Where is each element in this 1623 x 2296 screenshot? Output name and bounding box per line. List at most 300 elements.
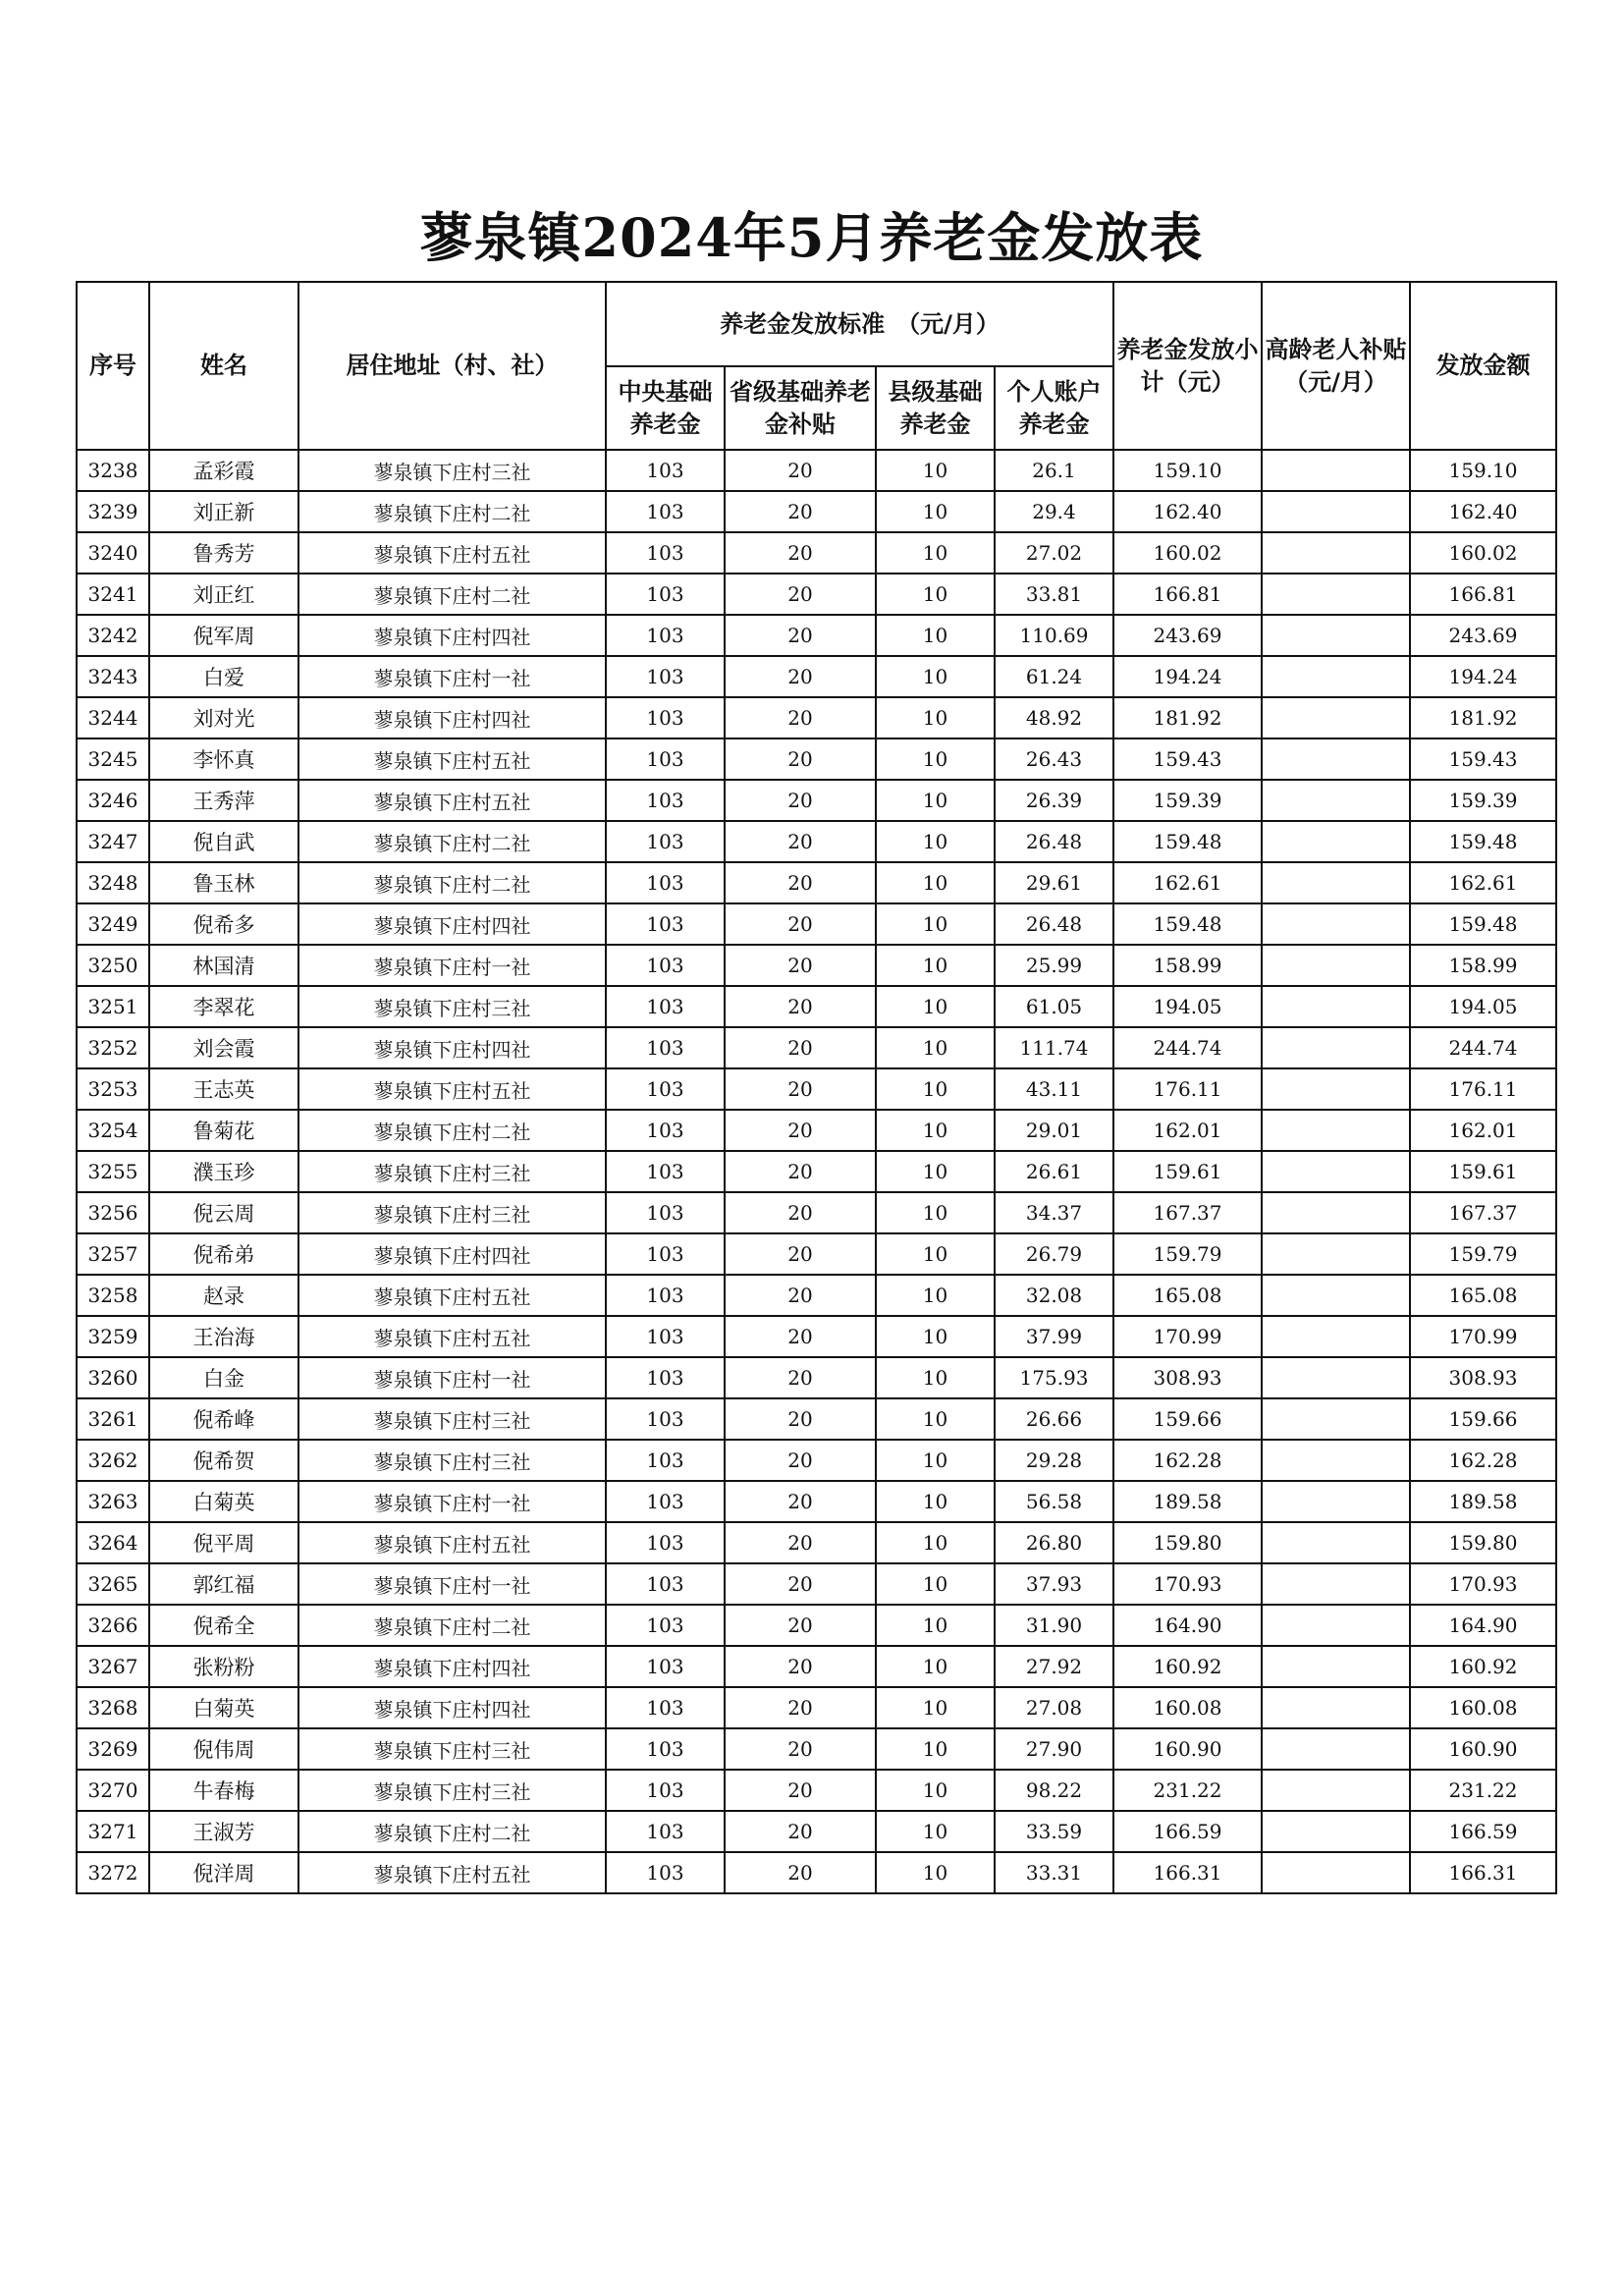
cell-address: 蓼泉镇下庄村五社 — [298, 1522, 606, 1563]
table-row — [77, 1522, 1556, 1563]
cell-central-pension: 103 — [606, 1440, 725, 1481]
cell-provincial-subsidy: 20 — [725, 780, 876, 821]
cell-seq: 3245 — [77, 738, 149, 780]
cell-name: 白菊英 — [149, 1687, 298, 1728]
cell-address: 蓼泉镇下庄村一社 — [298, 1481, 606, 1522]
cell-personal-account: 26.1 — [995, 450, 1113, 491]
cell-county-pension: 10 — [876, 780, 995, 821]
cell-elderly-subsidy — [1262, 1275, 1410, 1316]
cell-provincial-subsidy: 20 — [725, 821, 876, 862]
table-row — [77, 1233, 1556, 1275]
cell-personal-account: 34.37 — [995, 1192, 1113, 1233]
cell-central-pension: 103 — [606, 738, 725, 780]
cell-seq: 3257 — [77, 1233, 149, 1275]
cell-amount: 159.10 — [1410, 450, 1556, 491]
cell-provincial-subsidy: 20 — [725, 1027, 876, 1068]
cell-county-pension: 10 — [876, 1852, 995, 1893]
cell-name: 张粉粉 — [149, 1646, 298, 1687]
cell-county-pension: 10 — [876, 697, 995, 738]
cell-central-pension: 103 — [606, 945, 725, 986]
cell-provincial-subsidy: 20 — [725, 1852, 876, 1893]
table-row — [77, 491, 1556, 532]
cell-seq: 3271 — [77, 1811, 149, 1852]
cell-address: 蓼泉镇下庄村三社 — [298, 1728, 606, 1770]
cell-provincial-subsidy: 20 — [725, 1646, 876, 1687]
cell-subtotal: 159.80 — [1113, 1522, 1262, 1563]
cell-name: 李怀真 — [149, 738, 298, 780]
cell-seq: 3250 — [77, 945, 149, 986]
cell-provincial-subsidy: 20 — [725, 1110, 876, 1151]
cell-personal-account: 32.08 — [995, 1275, 1113, 1316]
cell-amount: 160.92 — [1410, 1646, 1556, 1687]
cell-county-pension: 10 — [876, 1275, 995, 1316]
header-provincial-subsidy: 省级基础养老金补贴 — [725, 366, 876, 450]
cell-name: 李翠花 — [149, 986, 298, 1027]
cell-personal-account: 27.92 — [995, 1646, 1113, 1687]
cell-county-pension: 10 — [876, 1110, 995, 1151]
cell-subtotal: 194.24 — [1113, 656, 1262, 697]
cell-name: 赵录 — [149, 1275, 298, 1316]
cell-provincial-subsidy: 20 — [725, 574, 876, 615]
cell-elderly-subsidy — [1262, 1605, 1410, 1646]
header-standard: 养老金发放标准 （元/月） — [606, 282, 1113, 366]
cell-address: 蓼泉镇下庄村四社 — [298, 903, 606, 945]
cell-seq: 3270 — [77, 1770, 149, 1811]
cell-personal-account: 43.11 — [995, 1068, 1113, 1110]
table-row — [77, 574, 1556, 615]
cell-address: 蓼泉镇下庄村五社 — [298, 532, 606, 574]
cell-personal-account: 26.48 — [995, 903, 1113, 945]
table-row — [77, 780, 1556, 821]
header-personal-account: 个人账户养老金 — [995, 366, 1113, 450]
cell-seq: 3239 — [77, 491, 149, 532]
cell-county-pension: 10 — [876, 1563, 995, 1605]
cell-provincial-subsidy: 20 — [725, 862, 876, 903]
cell-subtotal: 159.39 — [1113, 780, 1262, 821]
cell-name: 鲁玉林 — [149, 862, 298, 903]
cell-address: 蓼泉镇下庄村一社 — [298, 1563, 606, 1605]
cell-amount: 166.81 — [1410, 574, 1556, 615]
cell-personal-account: 175.93 — [995, 1357, 1113, 1398]
cell-central-pension: 103 — [606, 780, 725, 821]
cell-county-pension: 10 — [876, 1192, 995, 1233]
cell-amount: 159.39 — [1410, 780, 1556, 821]
cell-amount: 243.69 — [1410, 615, 1556, 656]
table-row — [77, 945, 1556, 986]
table-row — [77, 1563, 1556, 1605]
cell-amount: 189.58 — [1410, 1481, 1556, 1522]
cell-personal-account: 61.05 — [995, 986, 1113, 1027]
cell-address: 蓼泉镇下庄村二社 — [298, 1811, 606, 1852]
cell-subtotal: 159.43 — [1113, 738, 1262, 780]
header-amount: 发放金额 — [1410, 282, 1556, 450]
table-body — [77, 450, 1556, 1893]
cell-address: 蓼泉镇下庄村五社 — [298, 738, 606, 780]
cell-elderly-subsidy — [1262, 615, 1410, 656]
cell-central-pension: 103 — [606, 1646, 725, 1687]
cell-central-pension: 103 — [606, 1068, 725, 1110]
cell-subtotal: 166.59 — [1113, 1811, 1262, 1852]
cell-amount: 158.99 — [1410, 945, 1556, 986]
cell-address: 蓼泉镇下庄村三社 — [298, 986, 606, 1027]
cell-county-pension: 10 — [876, 1440, 995, 1481]
cell-seq: 3260 — [77, 1357, 149, 1398]
table-row — [77, 986, 1556, 1027]
cell-county-pension: 10 — [876, 656, 995, 697]
cell-seq: 3254 — [77, 1110, 149, 1151]
cell-personal-account: 27.90 — [995, 1728, 1113, 1770]
cell-name: 倪希多 — [149, 903, 298, 945]
cell-personal-account: 29.28 — [995, 1440, 1113, 1481]
table-row — [77, 1027, 1556, 1068]
cell-personal-account: 26.61 — [995, 1151, 1113, 1192]
cell-name: 刘对光 — [149, 697, 298, 738]
cell-subtotal: 308.93 — [1113, 1357, 1262, 1398]
cell-county-pension: 10 — [876, 986, 995, 1027]
table-row — [77, 615, 1556, 656]
cell-provincial-subsidy: 20 — [725, 656, 876, 697]
cell-subtotal: 189.58 — [1113, 1481, 1262, 1522]
cell-personal-account: 37.99 — [995, 1316, 1113, 1357]
cell-elderly-subsidy — [1262, 1068, 1410, 1110]
cell-central-pension: 103 — [606, 532, 725, 574]
cell-amount: 159.48 — [1410, 821, 1556, 862]
cell-county-pension: 10 — [876, 1398, 995, 1440]
cell-amount: 170.99 — [1410, 1316, 1556, 1357]
cell-central-pension: 103 — [606, 1316, 725, 1357]
cell-central-pension: 103 — [606, 1481, 725, 1522]
cell-amount: 160.08 — [1410, 1687, 1556, 1728]
cell-provincial-subsidy: 20 — [725, 1770, 876, 1811]
table-row — [77, 903, 1556, 945]
cell-county-pension: 10 — [876, 491, 995, 532]
cell-elderly-subsidy — [1262, 1687, 1410, 1728]
cell-county-pension: 10 — [876, 1027, 995, 1068]
cell-name: 濮玉珍 — [149, 1151, 298, 1192]
table-row — [77, 1646, 1556, 1687]
cell-amount: 160.02 — [1410, 532, 1556, 574]
table-row — [77, 1605, 1556, 1646]
cell-seq: 3247 — [77, 821, 149, 862]
cell-name: 鲁秀芳 — [149, 532, 298, 574]
cell-provincial-subsidy: 20 — [725, 903, 876, 945]
cell-elderly-subsidy — [1262, 986, 1410, 1027]
table-row — [77, 1687, 1556, 1728]
cell-central-pension: 103 — [606, 1192, 725, 1233]
cell-address: 蓼泉镇下庄村四社 — [298, 697, 606, 738]
cell-address: 蓼泉镇下庄村三社 — [298, 1770, 606, 1811]
table-row — [77, 1811, 1556, 1852]
cell-county-pension: 10 — [876, 1151, 995, 1192]
cell-central-pension: 103 — [606, 1811, 725, 1852]
cell-provincial-subsidy: 20 — [725, 1811, 876, 1852]
cell-subtotal: 170.93 — [1113, 1563, 1262, 1605]
cell-subtotal: 159.66 — [1113, 1398, 1262, 1440]
cell-subtotal: 166.31 — [1113, 1852, 1262, 1893]
cell-name: 鲁菊花 — [149, 1110, 298, 1151]
cell-provincial-subsidy: 20 — [725, 1275, 876, 1316]
cell-name: 王志英 — [149, 1068, 298, 1110]
cell-amount: 159.66 — [1410, 1398, 1556, 1440]
cell-seq: 3263 — [77, 1481, 149, 1522]
cell-name: 郭红福 — [149, 1563, 298, 1605]
cell-personal-account: 26.66 — [995, 1398, 1113, 1440]
cell-elderly-subsidy — [1262, 1110, 1410, 1151]
cell-central-pension: 103 — [606, 1398, 725, 1440]
cell-provincial-subsidy: 20 — [725, 532, 876, 574]
cell-central-pension: 103 — [606, 1770, 725, 1811]
cell-amount: 160.90 — [1410, 1728, 1556, 1770]
cell-seq: 3253 — [77, 1068, 149, 1110]
cell-seq: 3249 — [77, 903, 149, 945]
cell-amount: 159.48 — [1410, 903, 1556, 945]
cell-name: 刘会霞 — [149, 1027, 298, 1068]
header-address: 居住地址（村、社） — [298, 282, 606, 450]
cell-subtotal: 194.05 — [1113, 986, 1262, 1027]
header-elderly-subsidy: 高龄老人补贴（元/月） — [1262, 282, 1410, 450]
cell-county-pension: 10 — [876, 1357, 995, 1398]
cell-elderly-subsidy — [1262, 1357, 1410, 1398]
cell-name: 牛春梅 — [149, 1770, 298, 1811]
cell-subtotal: 181.92 — [1113, 697, 1262, 738]
cell-elderly-subsidy — [1262, 697, 1410, 738]
header-central-pension: 中央基础养老金 — [606, 366, 725, 450]
cell-provincial-subsidy: 20 — [725, 1233, 876, 1275]
cell-address: 蓼泉镇下庄村二社 — [298, 574, 606, 615]
cell-name: 刘正红 — [149, 574, 298, 615]
cell-personal-account: 29.01 — [995, 1110, 1113, 1151]
cell-central-pension: 103 — [606, 1605, 725, 1646]
cell-address: 蓼泉镇下庄村五社 — [298, 1068, 606, 1110]
cell-central-pension: 103 — [606, 1852, 725, 1893]
cell-name: 倪云周 — [149, 1192, 298, 1233]
cell-provincial-subsidy: 20 — [725, 945, 876, 986]
cell-elderly-subsidy — [1262, 1316, 1410, 1357]
cell-personal-account: 29.61 — [995, 862, 1113, 903]
cell-personal-account: 33.81 — [995, 574, 1113, 615]
cell-address: 蓼泉镇下庄村三社 — [298, 450, 606, 491]
cell-elderly-subsidy — [1262, 1481, 1410, 1522]
cell-seq: 3255 — [77, 1151, 149, 1192]
cell-amount: 162.28 — [1410, 1440, 1556, 1481]
cell-name: 林国清 — [149, 945, 298, 986]
cell-address: 蓼泉镇下庄村三社 — [298, 1151, 606, 1192]
cell-provincial-subsidy: 20 — [725, 986, 876, 1027]
cell-personal-account: 37.93 — [995, 1563, 1113, 1605]
cell-personal-account: 56.58 — [995, 1481, 1113, 1522]
cell-seq: 3241 — [77, 574, 149, 615]
cell-seq: 3248 — [77, 862, 149, 903]
cell-seq: 3252 — [77, 1027, 149, 1068]
cell-address: 蓼泉镇下庄村四社 — [298, 1646, 606, 1687]
cell-name: 白爱 — [149, 656, 298, 697]
table-row — [77, 1151, 1556, 1192]
cell-subtotal: 159.10 — [1113, 450, 1262, 491]
cell-address: 蓼泉镇下庄村二社 — [298, 1110, 606, 1151]
cell-name: 白金 — [149, 1357, 298, 1398]
cell-personal-account: 27.08 — [995, 1687, 1113, 1728]
cell-elderly-subsidy — [1262, 1852, 1410, 1893]
cell-central-pension: 103 — [606, 903, 725, 945]
cell-county-pension: 10 — [876, 862, 995, 903]
table-row — [77, 1192, 1556, 1233]
cell-subtotal: 176.11 — [1113, 1068, 1262, 1110]
cell-personal-account: 110.69 — [995, 615, 1113, 656]
cell-elderly-subsidy — [1262, 1522, 1410, 1563]
cell-elderly-subsidy — [1262, 862, 1410, 903]
cell-central-pension: 103 — [606, 1151, 725, 1192]
cell-address: 蓼泉镇下庄村四社 — [298, 1687, 606, 1728]
cell-address: 蓼泉镇下庄村一社 — [298, 1357, 606, 1398]
cell-provincial-subsidy: 20 — [725, 1440, 876, 1481]
cell-personal-account: 61.24 — [995, 656, 1113, 697]
cell-amount: 162.61 — [1410, 862, 1556, 903]
cell-county-pension: 10 — [876, 1522, 995, 1563]
cell-elderly-subsidy — [1262, 903, 1410, 945]
cell-seq: 3268 — [77, 1687, 149, 1728]
cell-seq: 3272 — [77, 1852, 149, 1893]
cell-seq: 3251 — [77, 986, 149, 1027]
cell-subtotal: 244.74 — [1113, 1027, 1262, 1068]
cell-elderly-subsidy — [1262, 945, 1410, 986]
table-row — [77, 1398, 1556, 1440]
cell-provincial-subsidy: 20 — [725, 1068, 876, 1110]
cell-amount: 165.08 — [1410, 1275, 1556, 1316]
cell-provincial-subsidy: 20 — [725, 1192, 876, 1233]
cell-provincial-subsidy: 20 — [725, 1563, 876, 1605]
table-row — [77, 1440, 1556, 1481]
cell-central-pension: 103 — [606, 1563, 725, 1605]
cell-subtotal: 158.99 — [1113, 945, 1262, 986]
cell-central-pension: 103 — [606, 615, 725, 656]
table-row — [77, 697, 1556, 738]
cell-name: 倪平周 — [149, 1522, 298, 1563]
cell-personal-account: 48.92 — [995, 697, 1113, 738]
cell-seq: 3261 — [77, 1398, 149, 1440]
cell-subtotal: 243.69 — [1113, 615, 1262, 656]
cell-seq: 3238 — [77, 450, 149, 491]
table-row — [77, 450, 1556, 491]
cell-amount: 194.24 — [1410, 656, 1556, 697]
cell-county-pension: 10 — [876, 1770, 995, 1811]
cell-county-pension: 10 — [876, 1481, 995, 1522]
cell-elderly-subsidy — [1262, 1440, 1410, 1481]
cell-address: 蓼泉镇下庄村一社 — [298, 945, 606, 986]
header-name: 姓名 — [149, 282, 298, 450]
cell-elderly-subsidy — [1262, 1233, 1410, 1275]
cell-name: 刘正新 — [149, 491, 298, 532]
cell-subtotal: 160.92 — [1113, 1646, 1262, 1687]
cell-seq: 3265 — [77, 1563, 149, 1605]
cell-name: 倪洋周 — [149, 1852, 298, 1893]
cell-provincial-subsidy: 20 — [725, 450, 876, 491]
cell-central-pension: 103 — [606, 1275, 725, 1316]
table-header — [77, 282, 1556, 450]
cell-amount: 181.92 — [1410, 697, 1556, 738]
cell-central-pension: 103 — [606, 450, 725, 491]
cell-central-pension: 103 — [606, 656, 725, 697]
cell-personal-account: 27.02 — [995, 532, 1113, 574]
cell-provincial-subsidy: 20 — [725, 491, 876, 532]
cell-elderly-subsidy — [1262, 1563, 1410, 1605]
cell-personal-account: 26.79 — [995, 1233, 1113, 1275]
cell-seq: 3242 — [77, 615, 149, 656]
cell-provincial-subsidy: 20 — [725, 1316, 876, 1357]
cell-amount: 176.11 — [1410, 1068, 1556, 1110]
cell-elderly-subsidy — [1262, 1811, 1410, 1852]
cell-seq: 3243 — [77, 656, 149, 697]
cell-personal-account: 33.31 — [995, 1852, 1113, 1893]
cell-county-pension: 10 — [876, 1728, 995, 1770]
cell-address: 蓼泉镇下庄村三社 — [298, 1192, 606, 1233]
cell-central-pension: 103 — [606, 862, 725, 903]
cell-subtotal: 166.81 — [1113, 574, 1262, 615]
cell-county-pension: 10 — [876, 903, 995, 945]
cell-amount: 162.40 — [1410, 491, 1556, 532]
cell-county-pension: 10 — [876, 1316, 995, 1357]
table-row — [77, 1852, 1556, 1893]
cell-address: 蓼泉镇下庄村一社 — [298, 656, 606, 697]
cell-central-pension: 103 — [606, 1357, 725, 1398]
cell-subtotal: 162.28 — [1113, 1440, 1262, 1481]
cell-name: 倪希弟 — [149, 1233, 298, 1275]
cell-elderly-subsidy — [1262, 1192, 1410, 1233]
cell-county-pension: 10 — [876, 1068, 995, 1110]
cell-name: 王淑芳 — [149, 1811, 298, 1852]
cell-central-pension: 103 — [606, 697, 725, 738]
cell-subtotal: 160.02 — [1113, 532, 1262, 574]
cell-seq: 3246 — [77, 780, 149, 821]
cell-county-pension: 10 — [876, 945, 995, 986]
cell-amount: 159.80 — [1410, 1522, 1556, 1563]
cell-address: 蓼泉镇下庄村二社 — [298, 821, 606, 862]
cell-seq: 3256 — [77, 1192, 149, 1233]
cell-name: 倪伟周 — [149, 1728, 298, 1770]
table-row — [77, 1316, 1556, 1357]
cell-seq: 3240 — [77, 532, 149, 574]
cell-address: 蓼泉镇下庄村五社 — [298, 780, 606, 821]
table-row — [77, 656, 1556, 697]
cell-amount: 166.59 — [1410, 1811, 1556, 1852]
cell-elderly-subsidy — [1262, 491, 1410, 532]
cell-address: 蓼泉镇下庄村四社 — [298, 615, 606, 656]
cell-central-pension: 103 — [606, 1522, 725, 1563]
cell-seq: 3262 — [77, 1440, 149, 1481]
table-row — [77, 532, 1556, 574]
cell-amount: 159.61 — [1410, 1151, 1556, 1192]
cell-central-pension: 103 — [606, 491, 725, 532]
cell-provincial-subsidy: 20 — [725, 1151, 876, 1192]
cell-personal-account: 33.59 — [995, 1811, 1113, 1852]
cell-provincial-subsidy: 20 — [725, 1357, 876, 1398]
cell-elderly-subsidy — [1262, 532, 1410, 574]
cell-address: 蓼泉镇下庄村二社 — [298, 491, 606, 532]
cell-subtotal: 165.08 — [1113, 1275, 1262, 1316]
cell-elderly-subsidy — [1262, 1151, 1410, 1192]
cell-amount: 162.01 — [1410, 1110, 1556, 1151]
cell-seq: 3244 — [77, 697, 149, 738]
cell-central-pension: 103 — [606, 574, 725, 615]
cell-provincial-subsidy: 20 — [725, 1605, 876, 1646]
cell-elderly-subsidy — [1262, 821, 1410, 862]
cell-name: 倪希峰 — [149, 1398, 298, 1440]
cell-name: 倪希全 — [149, 1605, 298, 1646]
cell-county-pension: 10 — [876, 1811, 995, 1852]
cell-name: 倪希贺 — [149, 1440, 298, 1481]
cell-subtotal: 164.90 — [1113, 1605, 1262, 1646]
cell-subtotal: 159.61 — [1113, 1151, 1262, 1192]
cell-seq: 3264 — [77, 1522, 149, 1563]
